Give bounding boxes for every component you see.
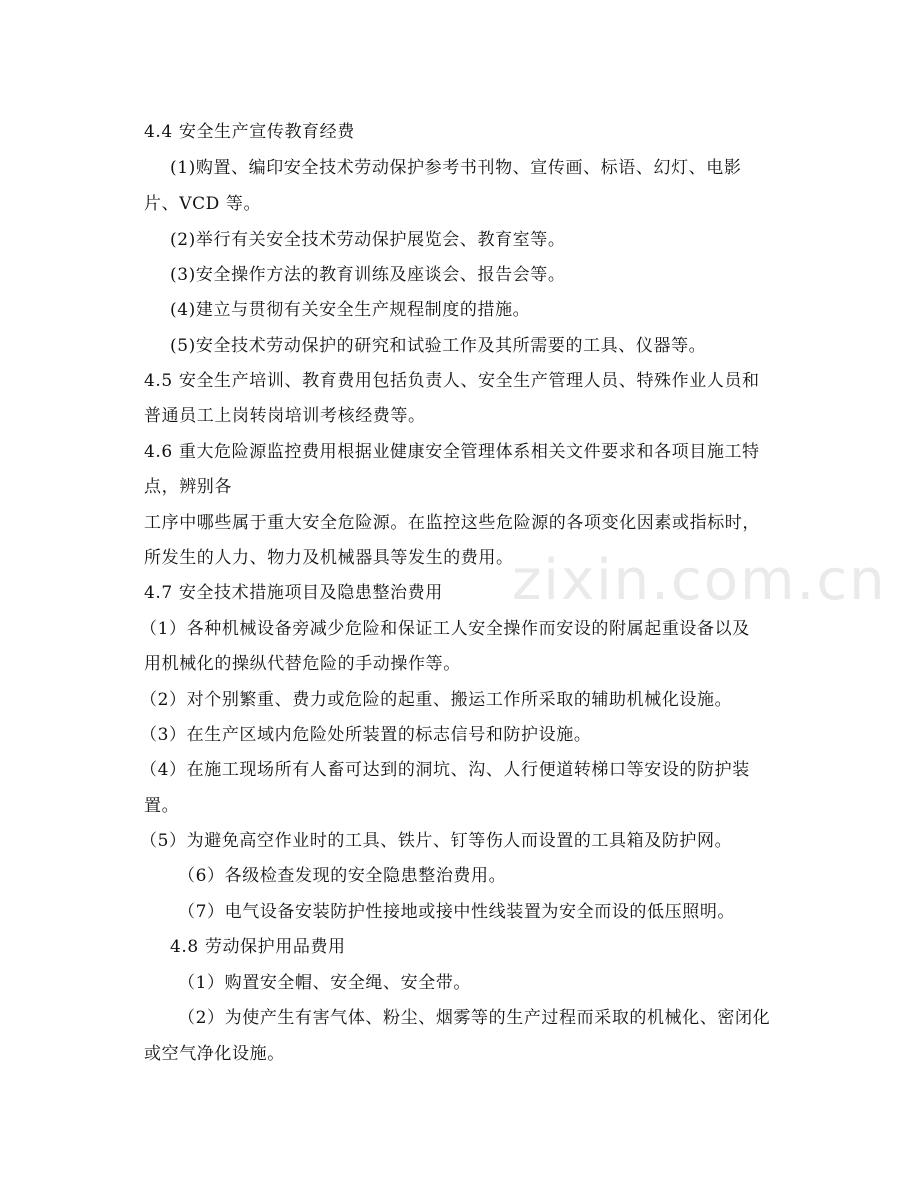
paragraph-line: 用机械化的操纵代替危险的手动操作等。 (144, 654, 461, 674)
paragraph-line: 片、VCD 等。 (144, 194, 262, 214)
paragraph-line: （2）对个别繁重、费力或危险的起重、搬运工作所采取的辅助机械化设施。 (140, 690, 733, 710)
section-heading-4-7: 4.7 安全技术措施项目及隐患整治费用 (144, 583, 443, 603)
section-heading-4-6: 4.6 重大危险源监控费用根据业健康安全管理体系相关文件要求和各项目施工特 (144, 442, 760, 462)
paragraph-line: （6）各级检查发现的安全隐患整治费用。 (178, 866, 507, 886)
section-heading-4-5: 4.5 安全生产培训、教育费用包括负责人、安全生产管理人员、特殊作业人员和 (144, 371, 760, 391)
section-heading-4-8: 4.8 劳动保护用品费用 (170, 937, 346, 957)
paragraph-line: (2)举行有关安全技术劳动保护展览会、教育室等。 (170, 230, 566, 250)
paragraph-line: （3）在生产区域内危险处所装置的标志信号和防护设施。 (140, 725, 592, 745)
paragraph-line: （4）在施工现场所有人畜可达到的洞坑、沟、人行便道转梯口等安设的防护装 (140, 760, 750, 780)
paragraph-line: (3)安全操作方法的教育训练及座谈会、报告会等。 (170, 265, 566, 285)
paragraph-line: （5）为避免高空作业时的工具、铁片、钉等伤人而设置的工具箱及防护网。 (140, 831, 733, 851)
watermark: zixin.com.cn (512, 548, 887, 613)
paragraph-line: （1）各种机械设备旁减少危险和保证工人安全操作而安设的附属起重设备以及 (140, 619, 750, 639)
section-heading-4-4: 4.4 安全生产宣传教育经费 (144, 122, 355, 142)
paragraph-line: 或空气净化设施。 (144, 1044, 285, 1064)
paragraph-line: 所发生的人力、物力及机械器具等发生的费用。 (144, 548, 514, 568)
paragraph-line: （7）电气设备安装防护性接地或接中性线装置为安全而设的低压照明。 (178, 902, 736, 922)
paragraph-line: （2）为使产生有害气体、粉尘、烟雾等的生产过程而采取的机械化、密闭化 (178, 1008, 771, 1028)
paragraph-line: 工序中哪些属于重大安全危险源。在监控这些危险源的各项变化因素或指标时， (144, 513, 760, 533)
paragraph-line: (5)安全技术劳动保护的研究和试验工作及其所需要的工具、仪器等。 (170, 336, 707, 356)
paragraph-line: （1）购置安全帽、安全绳、安全带。 (178, 973, 472, 993)
paragraph-line: 置。 (144, 796, 180, 816)
paragraph-line: (4)建立与贯彻有关安全生产规程制度的措施。 (170, 300, 531, 320)
paragraph-line: 点，辨别各 (144, 477, 232, 497)
paragraph-line: (1)购置、编印安全技术劳动保护参考书刊物、宣传画、标语、幻灯、电影 (170, 158, 742, 178)
paragraph-line: 普通员工上岗转岗培训考核经费等。 (144, 406, 426, 426)
